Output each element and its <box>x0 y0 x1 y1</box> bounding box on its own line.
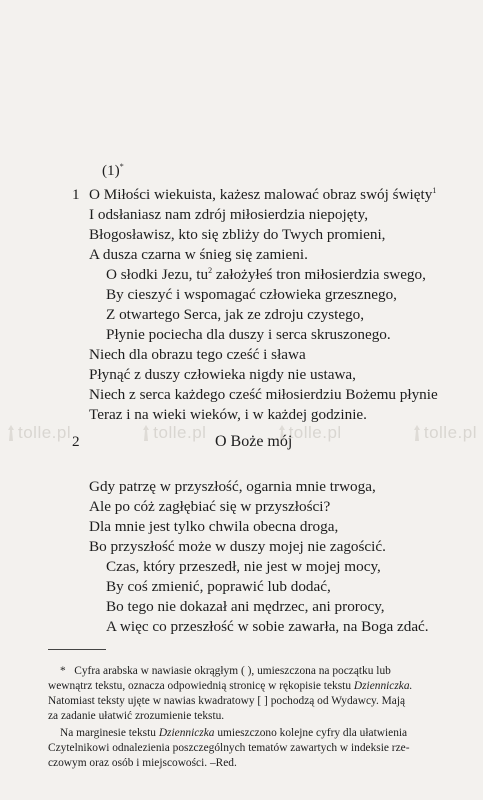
watermark: tolle.pl <box>141 420 206 446</box>
footnote-line: * Cyfra arabska w nawiasie okrągłym ( ), umieszczona na początku lub <box>60 665 391 677</box>
watermark: tolle.pl <box>412 420 477 446</box>
page-marker: (1)* <box>102 162 124 179</box>
verse-line: O Miłości wiekuista, każesz malować obraz swój święty$^1$ <box>89 186 437 203</box>
verse-line: Niech dla obrazu tego cześć i sława <box>89 346 306 363</box>
verse-line: I odsłaniasz nam zdrój miłosierdzia niepojęty, <box>89 206 369 223</box>
verse-line: A dusza czarna w śnieg się zamieni. <box>89 246 308 263</box>
verse-line: Z otwartego Serca, jak ze zdroju czystego, <box>106 306 365 323</box>
watermark: tolle.pl <box>277 420 342 446</box>
verse-line: Czas, który przeszedł, nie jest w mojej mocy, <box>106 558 381 575</box>
tolle-logo-icon <box>141 424 151 442</box>
footnote-line: Na marginesie tekstu Dzienniczka umieszczono kolejne cyfry dla ułatwienia <box>60 727 408 739</box>
verse-line: By coś zmienić, poprawić lub dodać, <box>106 578 331 595</box>
verse-line: O słodki Jezu, $tu^2$ założyłeś tron miłosierdzia swego, <box>106 266 426 283</box>
footnote-line: wewnątrz tekstu, oznacza odpowiednią stronicę w rękopisie tekstu Dzienniczka. <box>48 680 413 692</box>
footnote-divider <box>48 649 106 650</box>
verse-line: Ale po cóż zagłębiać się w przyszłości? <box>89 498 331 515</box>
footnote-line: Czytelnikowi odnalezienia poszczególnych tematów zawartych w indeksie rze- <box>48 742 410 754</box>
tolle-logo-icon <box>6 424 16 442</box>
poem-title: O Boże mój <box>215 433 293 450</box>
verse-line: Bo przyszłość może w duszy mojej nie zagościć. <box>89 538 386 555</box>
verse-line: Błogosławisz, kto się zbliży do Twych promieni, <box>89 226 386 243</box>
verse-line: Gdy patrzę w przyszłość, ogarnia mnie trwoga, <box>89 478 376 495</box>
watermark: tolle.pl <box>6 420 71 446</box>
margin-number: 1 <box>72 186 80 203</box>
verse-line: Płynie pociecha dla duszy i serca skruszonego. <box>106 326 391 343</box>
verse-line: Niech z serca każdego cześć miłosierdziu Bożemu płynie <box>89 386 438 403</box>
footnote-line: za zadanie ułatwić zrozumienie tekstu. <box>48 710 225 722</box>
verse-line: By cieszyć i wspomagać człowieka grzesznego, <box>106 286 397 303</box>
verse-line: Dla mnie jest tylko chwila obecna droga, <box>89 518 339 535</box>
verse-line: Płynąć z duszy człowieka nigdy nie ustawa, <box>89 366 356 383</box>
tolle-logo-icon <box>412 424 422 442</box>
verse-line: Bo tego nie dokazał ani mędrzec, ani prorocy, <box>106 598 385 615</box>
footnote-line: Natomiast teksty ujęte w nawias kwadratowy [ ] pochodzą od Wydawcy. Mają <box>48 695 406 707</box>
footnote-line: czowym oraz osób i miejscowości. –Red. <box>48 757 237 769</box>
margin-number: 2 <box>72 433 80 450</box>
verse-line: Teraz i na wieki wieków, i w każdej godzinie. <box>89 406 367 423</box>
verse-line: A więc co przeszłość w sobie zawarła, na Boga zdać. <box>106 618 429 635</box>
